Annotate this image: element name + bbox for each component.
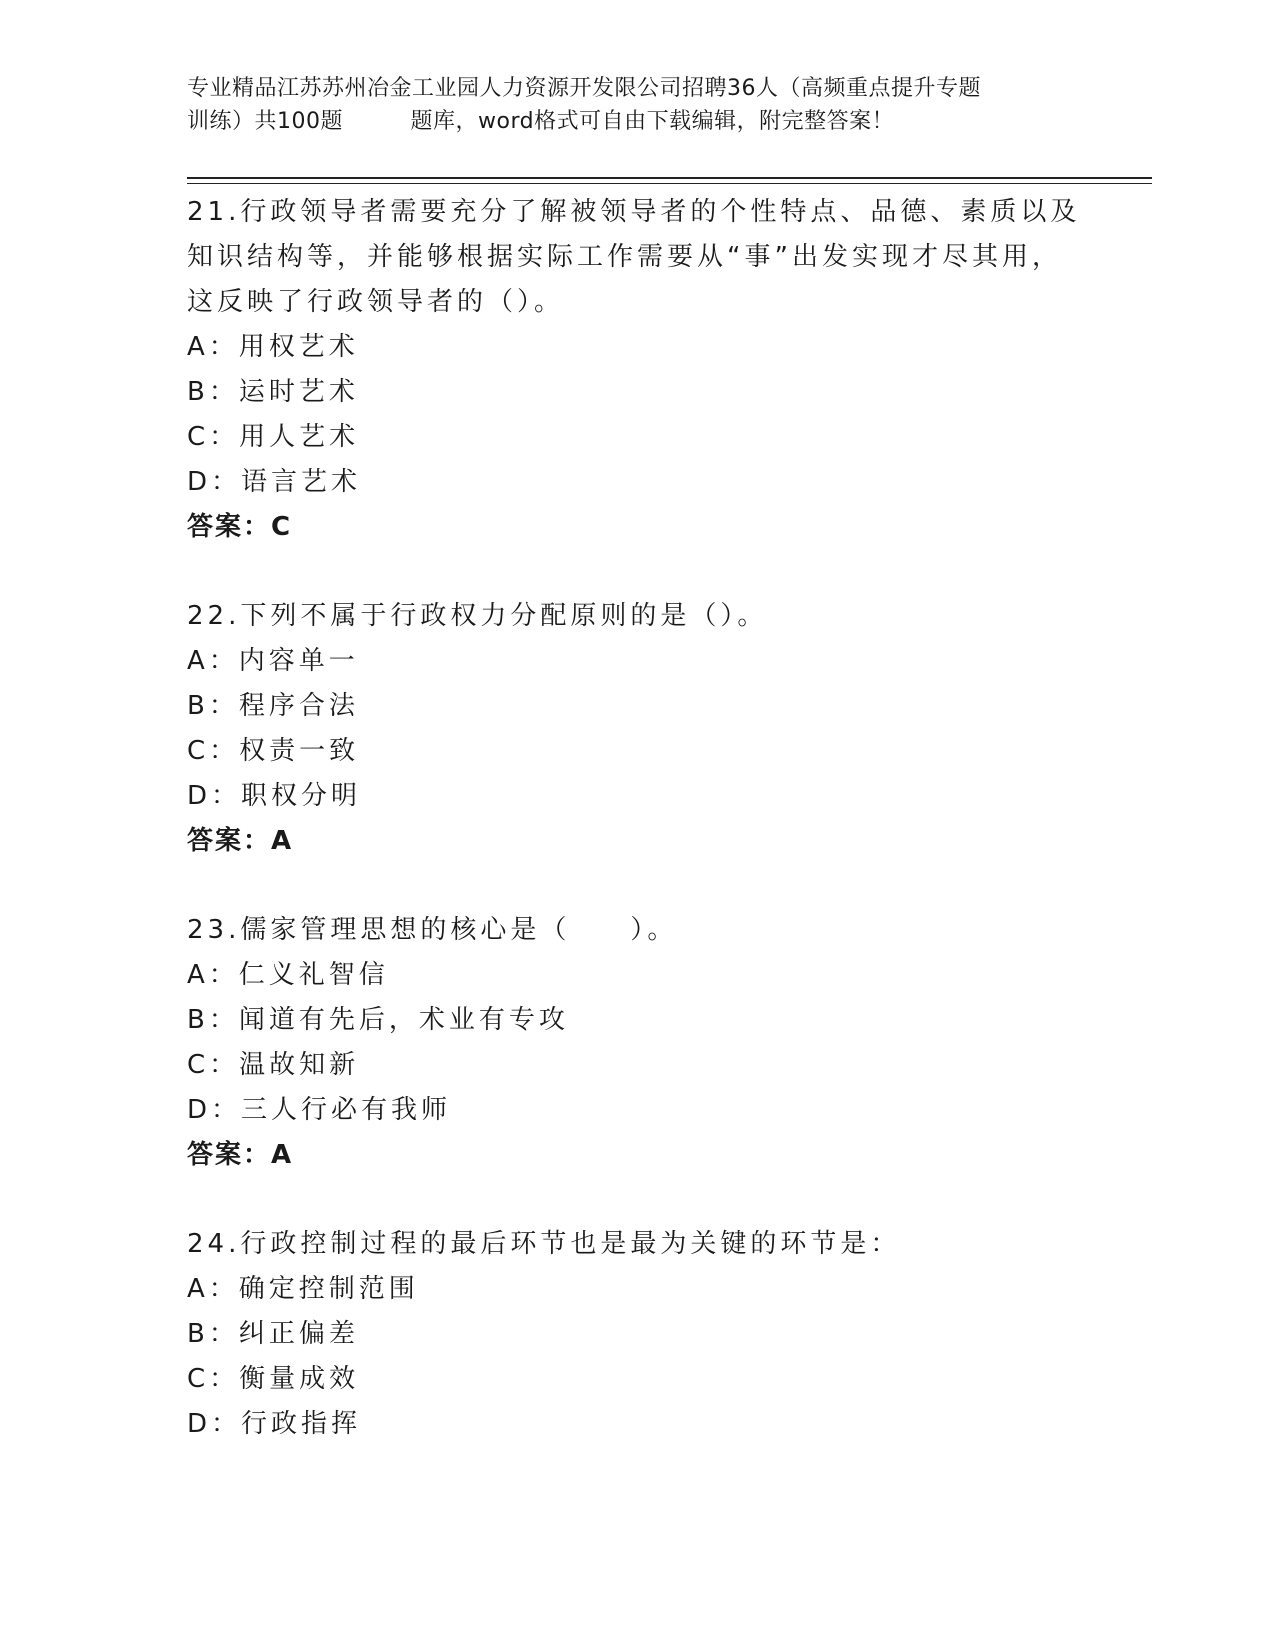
question-21 [187, 190, 1087, 550]
document-header [187, 72, 1087, 138]
option-c: C：用人艺术 [187, 422, 360, 452]
header-rule-thin [187, 183, 1152, 184]
question-23 [187, 908, 1087, 1178]
option-d: D：行政指挥 [187, 1409, 362, 1439]
option-a: A：用权艺术 [187, 332, 359, 362]
answer: 答案：A [187, 1140, 294, 1170]
option-b: B：程序合法 [187, 691, 359, 721]
option-d: D：职权分明 [187, 781, 362, 811]
option-a: A：内容单一 [187, 646, 359, 676]
question-list [187, 190, 1087, 1491]
question-22 [187, 594, 1087, 864]
question-stem: 24.行政控制过程的最后环节也是最为关键的环节是： [187, 1229, 901, 1259]
option-d: D：三人行必有我师 [187, 1095, 452, 1125]
option-b: B：运时艺术 [187, 377, 359, 407]
option-c: C：权责一致 [187, 736, 360, 766]
option-a: A：确定控制范围 [187, 1274, 419, 1304]
option-c: C：温故知新 [187, 1050, 360, 1080]
option-d: D：语言艺术 [187, 467, 362, 497]
header-rule-thick [187, 177, 1152, 179]
question-stem: 23.儒家管理思想的核心是（ ）。 [187, 915, 678, 945]
question-24 [187, 1222, 1087, 1447]
answer: 答案：A [187, 826, 294, 856]
question-stem: 21.行政领导者需要充分了解被领导者的个性特点、品德、素质以及知识结构等，并能够根据实际工作需要从“事”出发实现才尽其用，这反映了行政领导者的（）。 [187, 197, 1081, 317]
header-line-1: 专业精品江苏苏州冶金工业园人力资源开发限公司招聘36人（高频重点提升专题 [187, 76, 981, 101]
option-c: C：衡量成效 [187, 1364, 360, 1394]
answer: 答案：C [187, 512, 293, 542]
option-b: B：纠正偏差 [187, 1319, 359, 1349]
header-line-2: 训练）共100题 题库，word格式可自由下载编辑，附完整答案！ [187, 109, 895, 134]
option-a: A：仁义礼智信 [187, 960, 389, 990]
question-stem: 22.下列不属于行政权力分配原则的是（）。 [187, 601, 768, 631]
option-b: B：闻道有先后，术业有专攻 [187, 1005, 569, 1035]
